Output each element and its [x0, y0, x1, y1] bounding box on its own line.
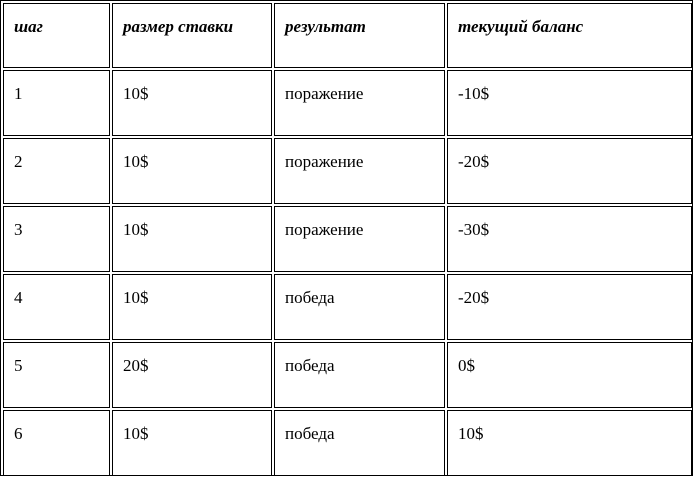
cell-step: 2	[3, 138, 110, 204]
cell-balance: -10$	[447, 70, 692, 136]
header-step: шаг	[3, 3, 110, 68]
cell-step: 6	[3, 410, 110, 476]
cell-bet-size: 10$	[112, 138, 272, 204]
cell-bet-size: 20$	[112, 342, 272, 408]
cell-result: победа	[274, 342, 445, 408]
cell-result: поражение	[274, 70, 445, 136]
cell-balance: 0$	[447, 342, 692, 408]
cell-step: 3	[3, 206, 110, 272]
cell-balance: -20$	[447, 138, 692, 204]
cell-step: 4	[3, 274, 110, 340]
cell-balance: -20$	[447, 274, 692, 340]
header-result: результат	[274, 3, 445, 68]
header-balance: текущий баланс	[447, 3, 692, 68]
table-row	[3, 138, 692, 204]
cell-step: 1	[3, 70, 110, 136]
header-bet-size: размер ставки	[112, 3, 272, 68]
cell-bet-size: 10$	[112, 206, 272, 272]
cell-result: поражение	[274, 206, 445, 272]
cell-bet-size: 10$	[112, 274, 272, 340]
cell-result: победа	[274, 410, 445, 476]
betting-table	[1, 1, 693, 478]
cell-balance: 10$	[447, 410, 692, 476]
cell-bet-size: 10$	[112, 70, 272, 136]
table-row	[3, 410, 692, 476]
table-row	[3, 274, 692, 340]
cell-result: поражение	[274, 138, 445, 204]
cell-step: 5	[3, 342, 110, 408]
cell-result: победа	[274, 274, 445, 340]
table-header-row	[3, 3, 692, 68]
table-row	[3, 206, 692, 272]
cell-balance: -30$	[447, 206, 692, 272]
cell-bet-size: 10$	[112, 410, 272, 476]
table-row	[3, 342, 692, 408]
table-row	[3, 70, 692, 136]
